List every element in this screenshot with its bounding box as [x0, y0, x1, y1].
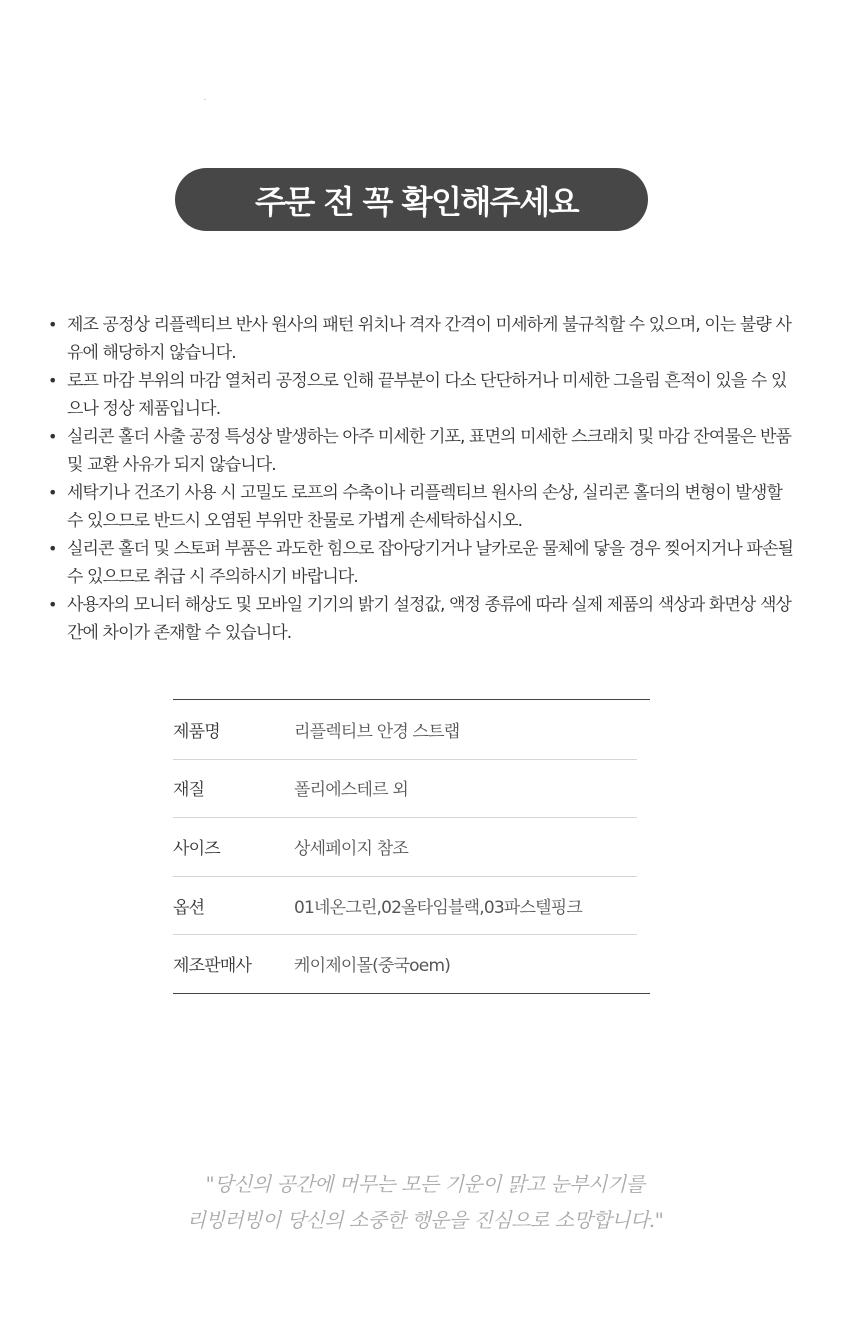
spec-value: 01네온그린,02올타임블랙,03파스텔핑크: [294, 897, 583, 918]
bullet-icon: •: [48, 539, 57, 558]
notice-text: 세탁기나 건조기 사용 시 고밀도 로프의 수축이나 리플렉티브 원사의 손상, 실리콘 홀더의 변형이 발생할 수 있으므로 반드시 오염된 부위만 찬물로 가볍게 손세탁하십시오.: [67, 483, 782, 531]
spec-label: 사이즈: [173, 838, 220, 859]
notice-text: 사용자의 모니터 해상도 및 모바일 기기의 밝기 설정값, 액정 종류에 따라 실제 제품의 색상과 화면상 색상 간에 차이가 존재할 수 있습니다.: [67, 595, 791, 643]
notice-banner: [175, 168, 648, 231]
spec-row-manufacturer: [173, 934, 650, 993]
spec-row-product-name: [173, 700, 650, 759]
bullet-icon: •: [48, 595, 57, 614]
spec-value: 리플렉티브 안경 스트랩: [294, 721, 460, 742]
bullet-icon: •: [48, 483, 57, 502]
notice-text: 실리콘 홀더 사출 공정 특성상 발생하는 아주 미세한 기포, 표면의 미세한 스크래치 및 마감 잔여물은 반품 및 교환 사유가 되지 않습니다.: [67, 427, 791, 475]
spec-label: 옵션: [173, 897, 205, 918]
notice-text: 로프 마감 부위의 마감 열처리 공정으로 인해 끝부분이 다소 단단하거나 미세한 그을림 흔적이 있을 수 있으나 정상 제품입니다.: [67, 371, 787, 419]
banner-title: 주문 전 꼭 확인해주세요: [255, 182, 579, 221]
product-spec-table: [173, 699, 650, 994]
notice-list: [48, 311, 800, 647]
notice-item: [48, 311, 800, 367]
spec-label: 제조판매사: [173, 956, 252, 977]
quote-line: 리빙러빙이 당신의 소중한 행운을 진심으로 소망합니다.": [186, 1208, 664, 1232]
notice-item: [48, 535, 800, 591]
notice-text: 제조 공정상 리플렉티브 반사 원사의 패턴 위치나 격자 간격이 미세하게 불규칙할 수 있으며, 이는 불량 사유에 해당하지 않습니다.: [67, 315, 791, 363]
spec-value: 상세페이지 참조: [294, 838, 408, 859]
spec-row-options: [173, 876, 650, 935]
notice-item: [48, 479, 800, 535]
spec-label: 제품명: [173, 721, 220, 742]
decorative-dot: [204, 99, 206, 100]
bullet-icon: •: [48, 427, 57, 446]
closing-quote: [0, 1166, 850, 1238]
notice-item: [48, 591, 800, 647]
spec-row-size: [173, 817, 650, 876]
spec-row-material: [173, 759, 650, 818]
notice-item: [48, 423, 800, 479]
quote-line: "당신의 공간에 머무는 모든 기운이 맑고 눈부시기를: [205, 1172, 645, 1196]
notice-item: [48, 367, 800, 423]
spec-value: 케이제이몰(중국oem): [294, 956, 451, 977]
spec-value: 폴리에스테르 외: [294, 780, 408, 801]
bullet-icon: •: [48, 371, 57, 390]
bullet-icon: •: [48, 315, 57, 334]
notice-text: 실리콘 홀더 및 스토퍼 부품은 과도한 힘으로 잡아당기거나 날카로운 물체에 닿을 경우 찢어지거나 파손될 수 있으므로 취급 시 주의하시기 바랍니다.: [67, 539, 793, 587]
spec-label: 재질: [173, 780, 205, 801]
